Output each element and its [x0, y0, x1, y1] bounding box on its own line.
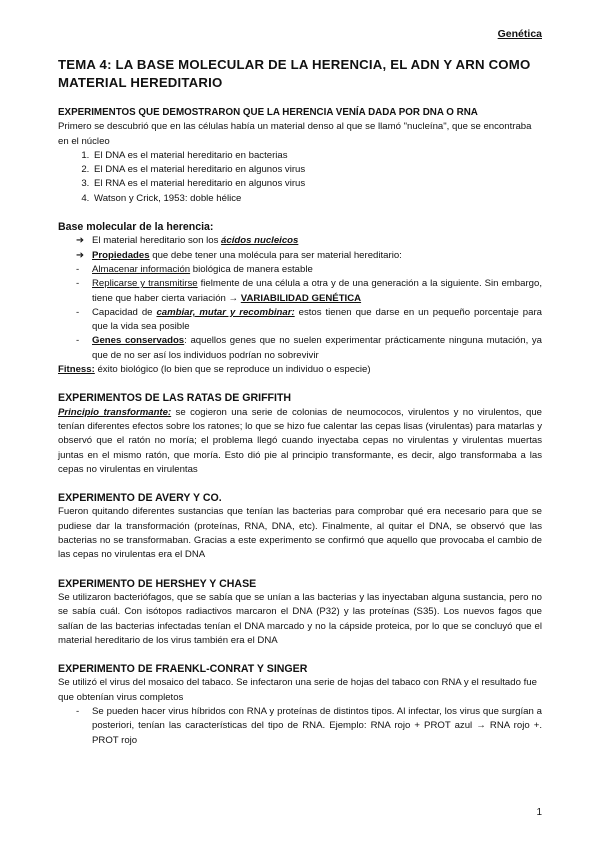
list-item: 1. El DNA es el material hereditario en bacterias [92, 149, 542, 163]
page-number: 1 [536, 807, 542, 818]
griffith-text: Principio transformante: se cogieron una serie de colonias de neumococos, virulentos y no virulentos, que tenían diferentes efectos sobre los ratones; lo que se hizo fue calentar las cepas lisas (virulentas) para matarlas y observó que el ratón no moría; el problema llegó cuando inyectaba cepas no virulentas y virulentas muertas juntas en el mismo ratón, que moría. Esto dió pie al principio transformante, es decir, algo transformaba a las cepas no virulentas en virulentas [58, 406, 542, 475]
arrow-icon: ➔ [76, 235, 85, 247]
hershey-text: Se utilizaron bacteriófagos, que se sabía que se unían a las bacterias y las inyectaban alguna sustancia, pero no se sabía cuál. Con isótopos radiactivos marcaron el DNA (P32) y las proteínas (S35). Los nuevos fagos que salían de las bacterias infectadas tenían el DNA marcado y no la cápside proteica, por lo que se concluyó que el material hereditario de los virus también era el DNA [58, 591, 542, 646]
arrow-icon: ➔ [76, 249, 85, 261]
avery-heading: EXPERIMENTO DE AVERY Y CO. [58, 492, 222, 505]
fraenkl-heading: EXPERIMENTO DE FRAENKL-CONRAT Y SINGER [58, 663, 308, 676]
list-item: - Se pueden hacer virus híbridos con RNA y proteínas de distintos tipos. Al infectar, los virus que surgían a posteriori, tenían las características del tipo de RNA. Ejemplo: RNA rojo + PROT azul → RNA rojo +. PROT rojo [76, 705, 542, 746]
hershey-heading: EXPERIMENTO DE HERSHEY Y CHASE [58, 577, 257, 590]
experiments-list [58, 149, 542, 206]
list-item: - Replicarse y transmitirse fielmente de una célula a otra y de una generación a la siguiente. Sin embargo, tiene que haber cierta variación → VARIABILIDAD GENÉTICA [76, 278, 542, 304]
genetic-variability-term: VARIABILIDAD GENÉTICA [240, 292, 362, 304]
nucleic-acids-term: ácidos nucleicos [221, 235, 299, 247]
list-item: - Capacidad de cambiar, mutar y recombinar: estos tienen que darse en un pequeño porcentaje para que la vida sea posible [76, 306, 542, 333]
list-item: 2. El DNA es el material hereditario en algunos virus [92, 163, 542, 177]
list-item: 4. Watson y Crick, 1953: doble hélice [92, 192, 542, 206]
fraenkl-list [58, 705, 542, 748]
fitness-definition: Fitness: éxito biológico (lo bien que se reproduce un individuo o especie) [58, 364, 371, 376]
base-heading: Base molecular de la herencia: [58, 221, 214, 234]
properties-term: Propiedades [92, 249, 150, 261]
arrow-list [58, 234, 542, 263]
page-title: TEMA 4: LA BASE MOLECULAR DE LA HERENCIA, EL ADN Y ARN COMO MATERIAL HEREDITARIO [58, 57, 531, 90]
list-item: ➔ Propiedades que debe tener una molécula para ser material hereditario: [58, 249, 542, 263]
subject-header: Genética [497, 28, 542, 40]
experiments-heading: EXPERIMENTOS QUE DEMOSTRARON QUE LA HERENCIA VENÍA DADA POR DNA O RNA [58, 107, 478, 118]
list-item: - Almacenar información biológica de manera estable [76, 263, 313, 275]
list-item: 3. El RNA es el material hereditario en algunos virus [92, 177, 542, 191]
document-page [58, 22, 542, 748]
list-item: - Genes conservados: aquellos genes que no suelen experimentar prácticamente ninguna mutación, ya que de no ser así los individuos podrían no sobrevivir [76, 335, 543, 361]
properties-list [58, 263, 542, 363]
avery-text: Fueron quitando diferentes sustancias que tenían las bacterias para comprobar qué era necesario para que se pudiese dar la transformación (proteínas, RNA, DNA, etc). Finalmente, al quitar el DNA, se observó que las bacterias no se transformaban. Gracias a este experimento se confirmó que aquello que provocaba el cambio de las cepas no virulentas era el DNA [58, 506, 542, 561]
griffith-heading: EXPERIMENTOS DE LAS RATAS DE GRIFFITH [58, 392, 292, 405]
fraenkl-text: Se utilizó el virus del mosaico del tabaco. Se infectaron una serie de hojas del tabaco con RNA y el resultado fue que obtenían virus completos [58, 677, 537, 703]
experiments-intro: Primero se descubrió que en las células había un material denso al que se llamó "nucleína", que se encontraba en el núcleo [58, 121, 532, 147]
list-item: ➔ El material hereditario son los ácidos nucleicos [58, 234, 542, 248]
